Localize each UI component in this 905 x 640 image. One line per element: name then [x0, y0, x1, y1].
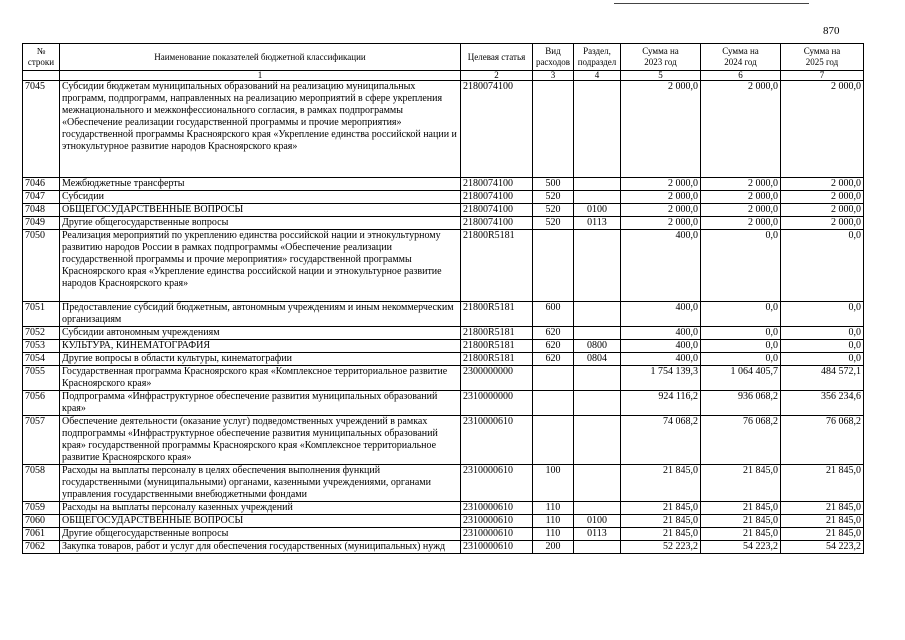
- row-type: 620: [533, 353, 574, 366]
- row-sum-2024: 2 000,0: [701, 217, 781, 230]
- row-type: 600: [533, 302, 574, 327]
- row-sum-2024: 2 000,0: [701, 191, 781, 204]
- row-name: КУЛЬТУРА, КИНЕМАТОГРАФИЯ: [60, 340, 461, 353]
- table-row: [23, 204, 864, 217]
- row-number: 7058: [23, 465, 60, 502]
- col-number: 7: [781, 71, 864, 81]
- row-name: Обеспечение деятельности (оказание услуг) подведомственных учреждений в рамках подпрограммы «Инфраструктурное обеспечение развития муниципальных образований края» государственной программы Красноярского края «Комплексное территориальное развитие Красноярского края»: [60, 416, 461, 465]
- header-row: [23, 44, 864, 71]
- table-row: [23, 302, 864, 327]
- row-type: 620: [533, 327, 574, 340]
- col-number: 1: [60, 71, 461, 81]
- row-target: 2310000610: [461, 416, 533, 465]
- table-row: [23, 340, 864, 353]
- row-target: 2310000610: [461, 465, 533, 502]
- row-sum-2024: 2 000,0: [701, 204, 781, 217]
- row-sum-2025: 2 000,0: [781, 191, 864, 204]
- row-sum-2024: 0,0: [701, 353, 781, 366]
- row-number: 7047: [23, 191, 60, 204]
- row-sum-2023: 2 000,0: [621, 217, 701, 230]
- table-row: [23, 502, 864, 515]
- row-sum-2025: 21 845,0: [781, 502, 864, 515]
- row-type: 110: [533, 528, 574, 541]
- row-number: 7046: [23, 178, 60, 191]
- row-name: Другие общегосударственные вопросы: [60, 217, 461, 230]
- table-row: [23, 528, 864, 541]
- col-sum-2025: Сумма на 2025 год: [781, 44, 864, 71]
- row-sum-2023: 400,0: [621, 353, 701, 366]
- row-name: ОБЩЕГОСУДАРСТВЕННЫЕ ВОПРОСЫ: [60, 515, 461, 528]
- row-sum-2024: 21 845,0: [701, 528, 781, 541]
- col-number: 5: [621, 71, 701, 81]
- col-expense-type: Вид расходов: [533, 44, 574, 71]
- table-row: [23, 541, 864, 554]
- row-name: Расходы на выплаты персоналу казенных учреждений: [60, 502, 461, 515]
- row-sum-2024: 0,0: [701, 327, 781, 340]
- row-number: 7059: [23, 502, 60, 515]
- row-sum-2025: 2 000,0: [781, 178, 864, 191]
- row-sum-2025: 2 000,0: [781, 204, 864, 217]
- row-target: 2310000610: [461, 502, 533, 515]
- row-number: 7055: [23, 366, 60, 391]
- row-number: 7052: [23, 327, 60, 340]
- row-number: 7061: [23, 528, 60, 541]
- row-number: 7054: [23, 353, 60, 366]
- row-sum-2024: 0,0: [701, 302, 781, 327]
- row-section: [574, 81, 621, 178]
- row-sum-2024: 936 068,2: [701, 391, 781, 416]
- row-section: [574, 541, 621, 554]
- row-name: Подпрограмма «Инфраструктурное обеспечение развития муниципальных образований края»: [60, 391, 461, 416]
- row-sum-2023: 400,0: [621, 230, 701, 302]
- row-section: [574, 302, 621, 327]
- row-sum-2023: 21 845,0: [621, 515, 701, 528]
- column-number-row: [23, 71, 864, 81]
- page-number: 870: [823, 25, 840, 37]
- row-target: 21800R5181: [461, 353, 533, 366]
- row-sum-2025: 21 845,0: [781, 528, 864, 541]
- row-name: Другие вопросы в области культуры, кинематографии: [60, 353, 461, 366]
- row-name: Субсидии: [60, 191, 461, 204]
- table-row: [23, 465, 864, 502]
- row-sum-2023: 924 116,2: [621, 391, 701, 416]
- row-sum-2024: 76 068,2: [701, 416, 781, 465]
- row-sum-2025: 0,0: [781, 327, 864, 340]
- row-type: 520: [533, 191, 574, 204]
- row-type: [533, 391, 574, 416]
- row-section: [574, 230, 621, 302]
- row-name: Реализация мероприятий по укреплению единства российской нации и этнокультурному развитию народов России в рамках подпрограммы «Обеспечение реализации государственной программы и прочие мероприятия» государственной программы Красноярского края «Укрепление единства российской нации и этнокультурное развитие народов Красноярского края»: [60, 230, 461, 302]
- row-sum-2023: 400,0: [621, 327, 701, 340]
- row-section: [574, 465, 621, 502]
- row-sum-2025: 76 068,2: [781, 416, 864, 465]
- row-sum-2025: 0,0: [781, 353, 864, 366]
- table-row: [23, 81, 864, 178]
- col-number: 6: [701, 71, 781, 81]
- row-target: 21800R5181: [461, 302, 533, 327]
- row-type: 100: [533, 465, 574, 502]
- row-name: ОБЩЕГОСУДАРСТВЕННЫЕ ВОПРОСЫ: [60, 204, 461, 217]
- row-section: 0804: [574, 353, 621, 366]
- table-row: [23, 366, 864, 391]
- table-row: [23, 327, 864, 340]
- col-sum-2024: Сумма на 2024 год: [701, 44, 781, 71]
- row-sum-2025: 0,0: [781, 340, 864, 353]
- row-type: [533, 81, 574, 178]
- row-target: 2310000610: [461, 528, 533, 541]
- row-sum-2024: 21 845,0: [701, 515, 781, 528]
- budget-table: [22, 43, 864, 554]
- row-sum-2023: 21 845,0: [621, 528, 701, 541]
- row-target: 2180074100: [461, 81, 533, 178]
- row-sum-2024: 2 000,0: [701, 178, 781, 191]
- row-type: 110: [533, 502, 574, 515]
- row-type: 520: [533, 217, 574, 230]
- row-type: 520: [533, 204, 574, 217]
- row-sum-2024: 0,0: [701, 230, 781, 302]
- row-sum-2023: 2 000,0: [621, 204, 701, 217]
- row-name: Субсидии автономным учреждениям: [60, 327, 461, 340]
- row-name: Предоставление субсидий бюджетным, автономным учреждениям и иным некоммерческим организациям: [60, 302, 461, 327]
- row-name: Межбюджетные трансферты: [60, 178, 461, 191]
- table-row: [23, 353, 864, 366]
- row-sum-2025: 2 000,0: [781, 217, 864, 230]
- row-sum-2025: 54 223,2: [781, 541, 864, 554]
- table-row: [23, 416, 864, 465]
- row-number: 7045: [23, 81, 60, 178]
- col-target: Целевая статья: [461, 44, 533, 71]
- row-sum-2023: 1 754 139,3: [621, 366, 701, 391]
- row-target: 21800R5181: [461, 327, 533, 340]
- row-section: [574, 366, 621, 391]
- row-sum-2025: 484 572,1: [781, 366, 864, 391]
- row-number: 7049: [23, 217, 60, 230]
- row-target: 2300000000: [461, 366, 533, 391]
- row-number: 7050: [23, 230, 60, 302]
- row-sum-2024: 21 845,0: [701, 465, 781, 502]
- row-sum-2023: 21 845,0: [621, 465, 701, 502]
- row-number: 7051: [23, 302, 60, 327]
- row-target: 2180074100: [461, 204, 533, 217]
- col-sum-2023: Сумма на 2023 год: [621, 44, 701, 71]
- row-sum-2024: 0,0: [701, 340, 781, 353]
- row-name: Расходы на выплаты персоналу в целях обеспечения выполнения функций государственными (муниципальными) органами, казенными учреждениями, органами управления государственными внебюджетными фондами: [60, 465, 461, 502]
- row-type: 110: [533, 515, 574, 528]
- row-section: [574, 502, 621, 515]
- row-sum-2025: 21 845,0: [781, 465, 864, 502]
- table-row: [23, 391, 864, 416]
- row-target: 21800R5181: [461, 340, 533, 353]
- table-row: [23, 230, 864, 302]
- row-type: [533, 230, 574, 302]
- row-section: [574, 416, 621, 465]
- row-type: 620: [533, 340, 574, 353]
- top-rule: [614, 3, 809, 4]
- row-target: 2180074100: [461, 191, 533, 204]
- row-target: 2180074100: [461, 217, 533, 230]
- col-number: 2: [461, 71, 533, 81]
- row-sum-2023: 2 000,0: [621, 178, 701, 191]
- row-type: 200: [533, 541, 574, 554]
- row-number: 7057: [23, 416, 60, 465]
- table-row: [23, 217, 864, 230]
- row-number: 7053: [23, 340, 60, 353]
- row-target: 2310000000: [461, 391, 533, 416]
- row-sum-2023: 2 000,0: [621, 81, 701, 178]
- row-section: [574, 327, 621, 340]
- col-number: 3: [533, 71, 574, 81]
- row-sum-2023: 52 223,2: [621, 541, 701, 554]
- row-sum-2024: 1 064 405,7: [701, 366, 781, 391]
- col-number: [23, 71, 60, 81]
- row-sum-2025: 356 234,6: [781, 391, 864, 416]
- row-section: [574, 191, 621, 204]
- row-sum-2025: 2 000,0: [781, 81, 864, 178]
- row-target: 2310000610: [461, 515, 533, 528]
- row-sum-2024: 21 845,0: [701, 502, 781, 515]
- row-type: [533, 366, 574, 391]
- row-number: 7062: [23, 541, 60, 554]
- col-name: Наименование показателей бюджетной классификации: [60, 44, 461, 71]
- row-sum-2023: 21 845,0: [621, 502, 701, 515]
- table-row: [23, 515, 864, 528]
- row-section: 0100: [574, 515, 621, 528]
- row-section: [574, 391, 621, 416]
- col-number: 4: [574, 71, 621, 81]
- col-section: Раздел, подраздел: [574, 44, 621, 71]
- row-section: 0100: [574, 204, 621, 217]
- row-number: 7056: [23, 391, 60, 416]
- row-sum-2023: 74 068,2: [621, 416, 701, 465]
- row-section: [574, 178, 621, 191]
- row-type: 500: [533, 178, 574, 191]
- row-target: 2180074100: [461, 178, 533, 191]
- table-row: [23, 178, 864, 191]
- row-sum-2025: 21 845,0: [781, 515, 864, 528]
- row-number: 7048: [23, 204, 60, 217]
- row-sum-2023: 400,0: [621, 340, 701, 353]
- row-number: 7060: [23, 515, 60, 528]
- row-sum-2024: 54 223,2: [701, 541, 781, 554]
- row-sum-2025: 0,0: [781, 302, 864, 327]
- row-name: Закупка товаров, работ и услуг для обеспечения государственных (муниципальных) нужд: [60, 541, 461, 554]
- row-section: 0113: [574, 217, 621, 230]
- row-sum-2024: 2 000,0: [701, 81, 781, 178]
- row-sum-2023: 400,0: [621, 302, 701, 327]
- row-target: 21800R5181: [461, 230, 533, 302]
- row-name: Субсидии бюджетам муниципальных образований на реализацию муниципальных программ, подпрограмм, направленных на реализацию мероприятий в сфере укрепления межнационального и межконфессионального согласия, в рамках подпрограммы «Обеспечение реализации государственной программы и прочие мероприятия» государственной программы Красноярского края «Укрепление единства российской нации и этнокультурное развитие народов Красноярского края»: [60, 81, 461, 178]
- row-section: 0800: [574, 340, 621, 353]
- row-target: 2310000610: [461, 541, 533, 554]
- table-row: [23, 191, 864, 204]
- row-name: Государственная программа Красноярского края «Комплексное территориальное развитие Красноярского края»: [60, 366, 461, 391]
- row-sum-2025: 0,0: [781, 230, 864, 302]
- row-type: [533, 416, 574, 465]
- row-section: 0113: [574, 528, 621, 541]
- col-row-no: № строки: [23, 44, 60, 71]
- row-sum-2023: 2 000,0: [621, 191, 701, 204]
- row-name: Другие общегосударственные вопросы: [60, 528, 461, 541]
